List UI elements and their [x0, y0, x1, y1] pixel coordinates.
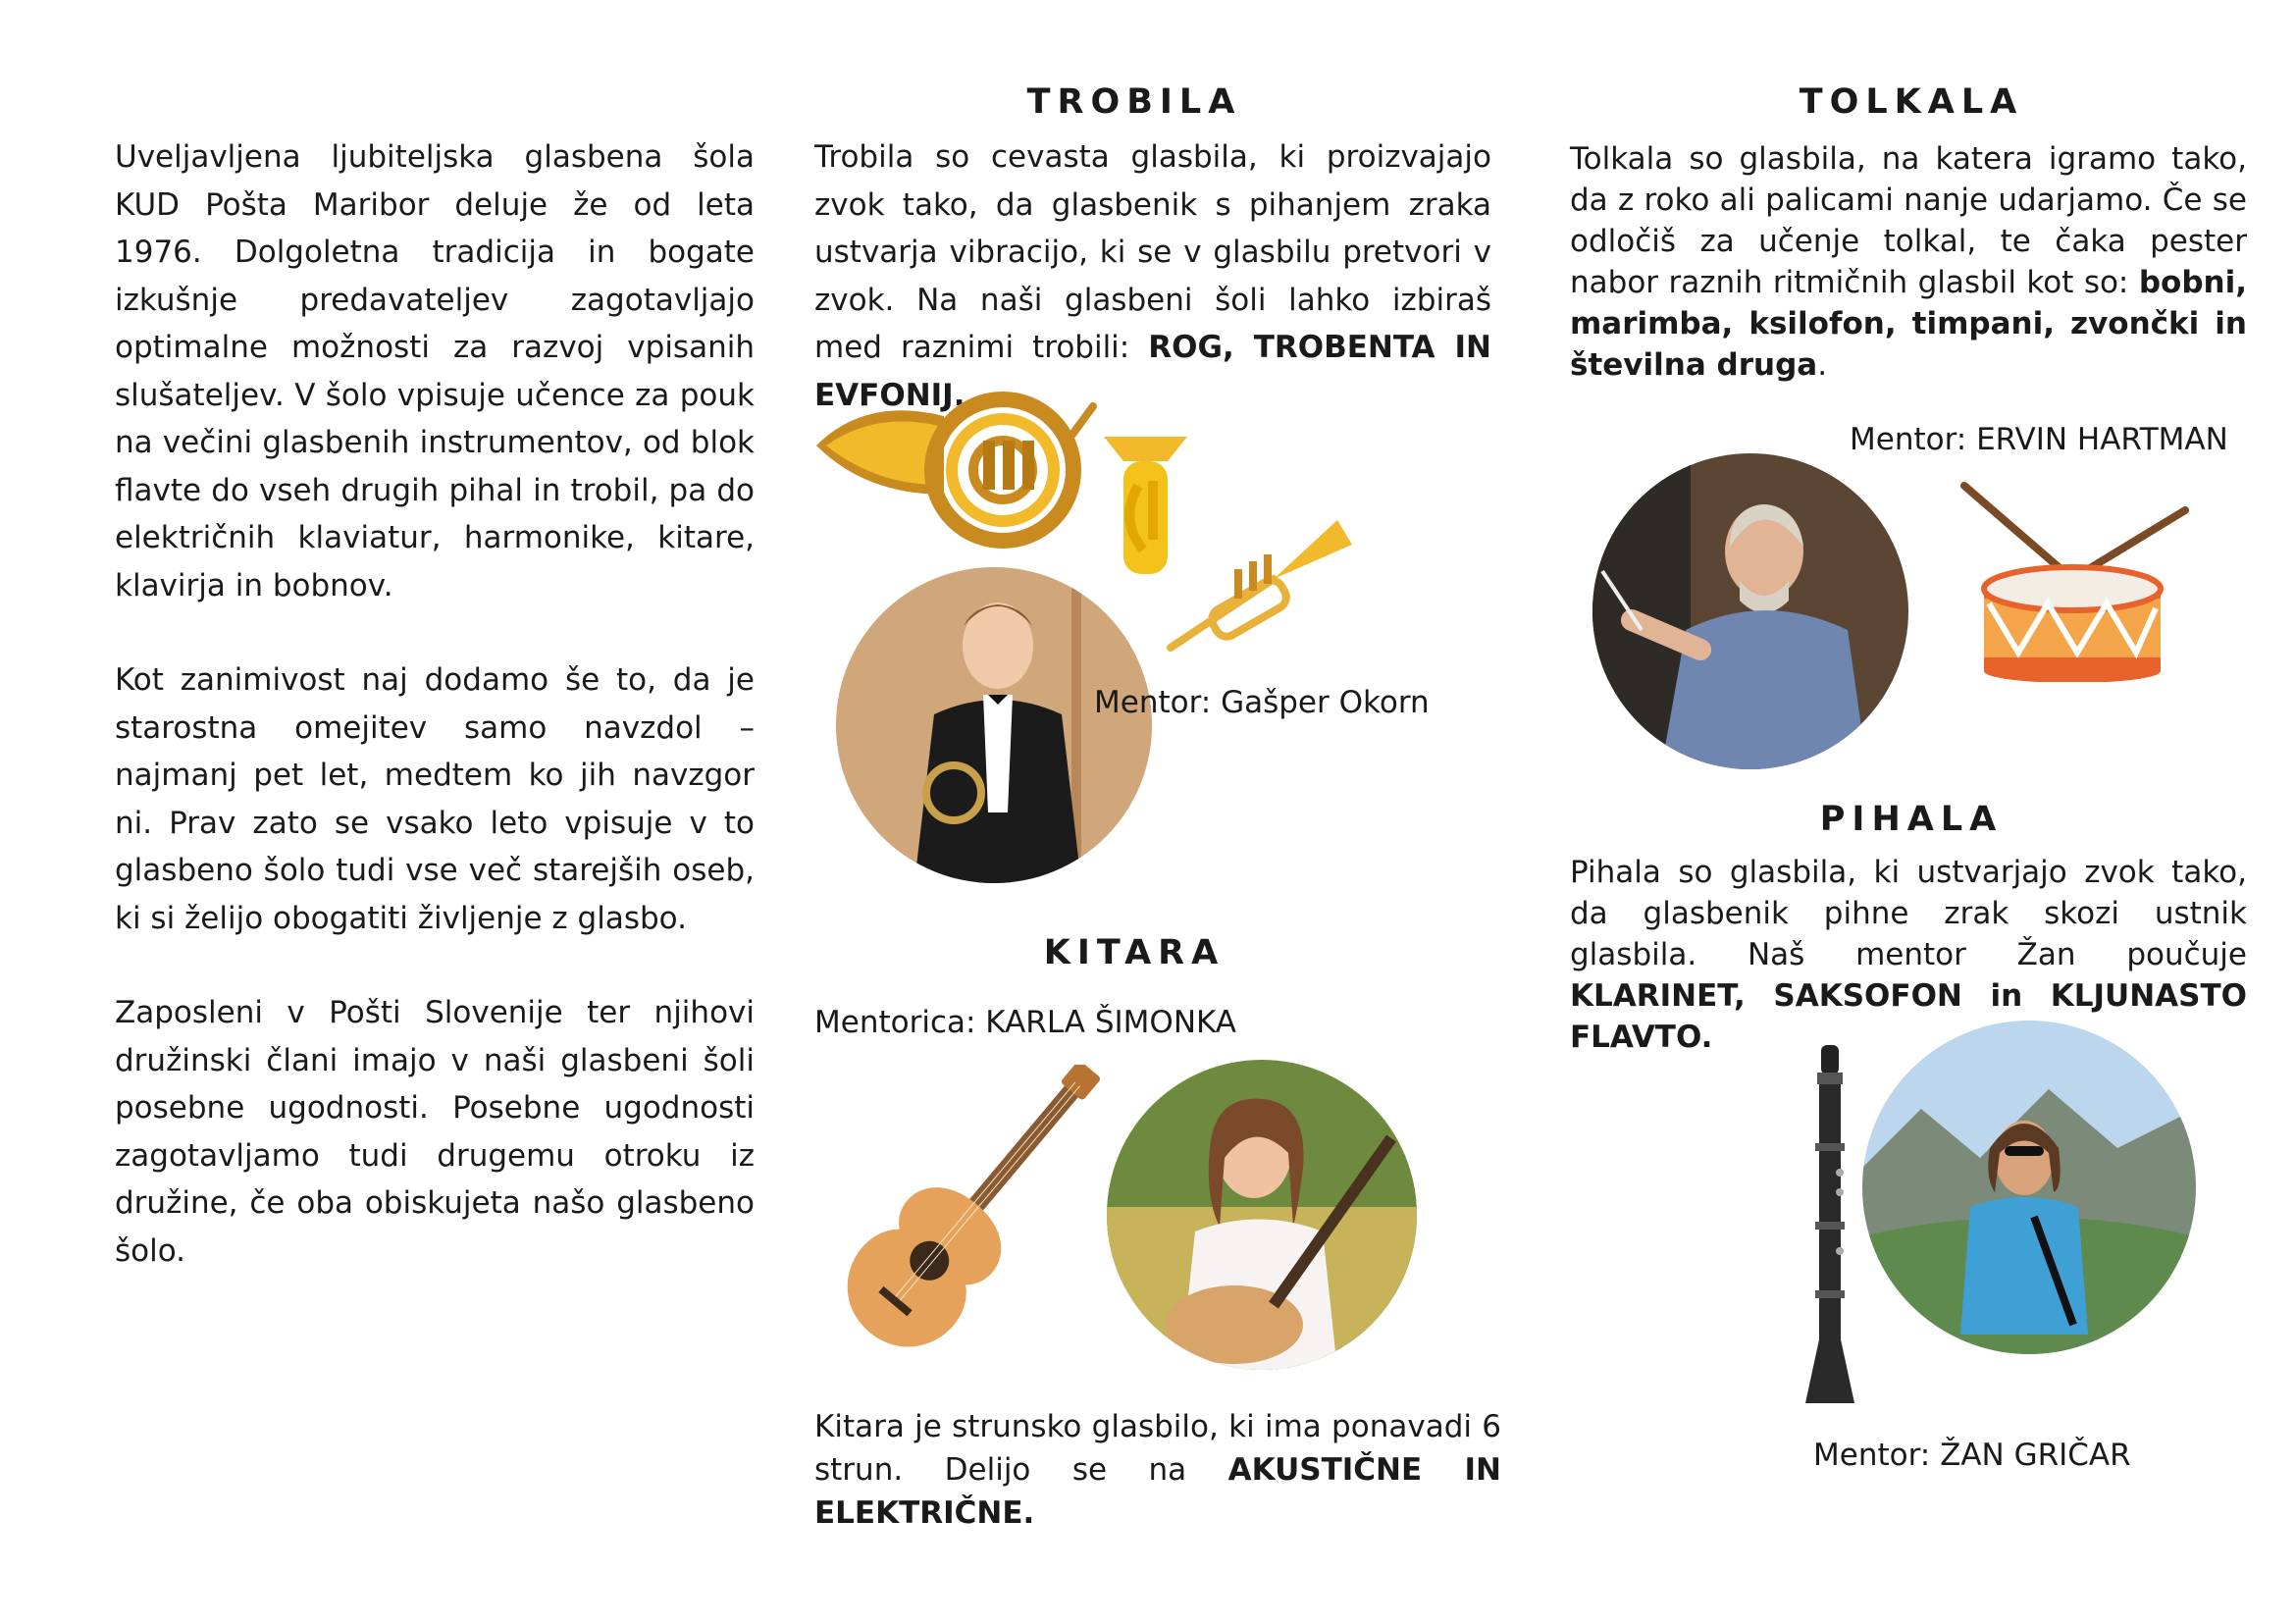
tolkala-heading: TOLKALA — [1799, 82, 2024, 122]
pihala-text-bold: KLARINET, SAKSOFON in KLJUNASTO FLAVTO. — [1570, 978, 2247, 1055]
tolkala-text-main: Tolkala so glasbila, na katera igramo tako, da z roko ali palicami nanje udarjamo. Če se odločiš za učenje tolkal, te čaka pester nabor raznih ritmičnih glasbil kot so: — [1570, 141, 2247, 300]
kitara-text — [814, 1405, 1501, 1535]
mentor-photo-gasper — [836, 567, 1152, 883]
kitara-text-main: Kitara je strunsko glasbilo, ki ima ponavadi 6 strun. Delijo se na — [814, 1409, 1501, 1488]
tolkala-text-tail: . — [1817, 347, 1828, 383]
mentor-kitara: Mentorica: KARLA ŠIMONKA — [814, 1005, 1237, 1040]
french-horn-icon — [807, 377, 1101, 553]
intro-paragraph-2: Kot zanimivost naj dodamo še to, da je starostna omejitev samo navzdol – najmanj pet let, medtem ko jih navzgor ni. Prav zato se vsako leto vpisuje v to glasbeno šolo tudi vse več starejših oseb, ki si želijo obogatiti življenje z glasbo. — [115, 662, 755, 936]
intro-paragraph-1: Uveljavljena ljubiteljska glasbena šola KUD Pošta Maribor deluje že od leta 1976. Dolgoletna tradicija in bogate izkušnje predavateljev zagotavljajo optimalne možnosti za razvoj vpisanih slušateljev. V šolo vpisuje učence za pouk na večini glasbenih instrumentov, od blok flavte do vseh drugih pihal in trobil, pa do električnih klaviatur, harmonike, kitare, klavirja in bobnov. — [115, 139, 755, 603]
intro-paragraph-3: Zaposleni v Pošti Slovenije ter njihovi družinski člani imajo v naši glasbeni šoli posebne ugodnosti. Posebne ugodnosti zagotavljamo tudi drugemu otroku iz družine, če oba obiskujeta našo glasbeno šolo. — [115, 995, 755, 1269]
intro-column — [115, 133, 755, 1275]
pihala-heading: PIHALA — [1819, 800, 2004, 839]
acoustic-guitar-icon — [834, 1065, 1107, 1359]
mentor-tolkala: Mentor: ERVIN HARTMAN — [1850, 422, 2228, 457]
clarinet-icon — [1796, 1045, 1864, 1410]
trobila-text-bold: ROG, TROBENTA IN EVFONIJ. — [814, 330, 1491, 413]
kitara-heading: KITARA — [1043, 933, 1226, 972]
mentor-trobila: Mentor: Gašper Okorn — [1094, 685, 1430, 720]
kitara-text-bold: AKUSTIČNE IN ELEKTRIČNE. — [814, 1452, 1501, 1531]
mentor-pihala: Mentor: ŽAN GRIČAR — [1813, 1438, 2131, 1473]
tolkala-text-bold: bobni, marimba, ksilofon, timpani, zvončki in številna druga — [1570, 265, 2247, 383]
pihala-text-main: Pihala so glasbila, ki ustvarjajo zvok tako, da glasbenik pihne zrak skozi ustnik glasbila. Naš mentor Žan poučuje — [1570, 855, 2247, 972]
mentor-photo-karla — [1107, 1060, 1417, 1370]
trobila-text-main: Trobila so cevasta glasbila, ki proizvajajo zvok tako, da glasbenik s pihanjem zraka ustvarja vibracijo, ki se v glasbilu pretvori v zvok. Na naši glasbeni šoli lahko izbiraš med raznimi trobili: — [814, 139, 1491, 365]
tolkala-text — [1570, 138, 2247, 386]
mentor-photo-zan — [1862, 1021, 2196, 1354]
mentor-photo-ervin — [1592, 453, 1908, 769]
pihala-text — [1570, 852, 2247, 1058]
trobila-heading: TROBILA — [1026, 82, 1242, 122]
drum-icon — [1955, 481, 2190, 682]
trumpet-icon — [1166, 500, 1354, 657]
